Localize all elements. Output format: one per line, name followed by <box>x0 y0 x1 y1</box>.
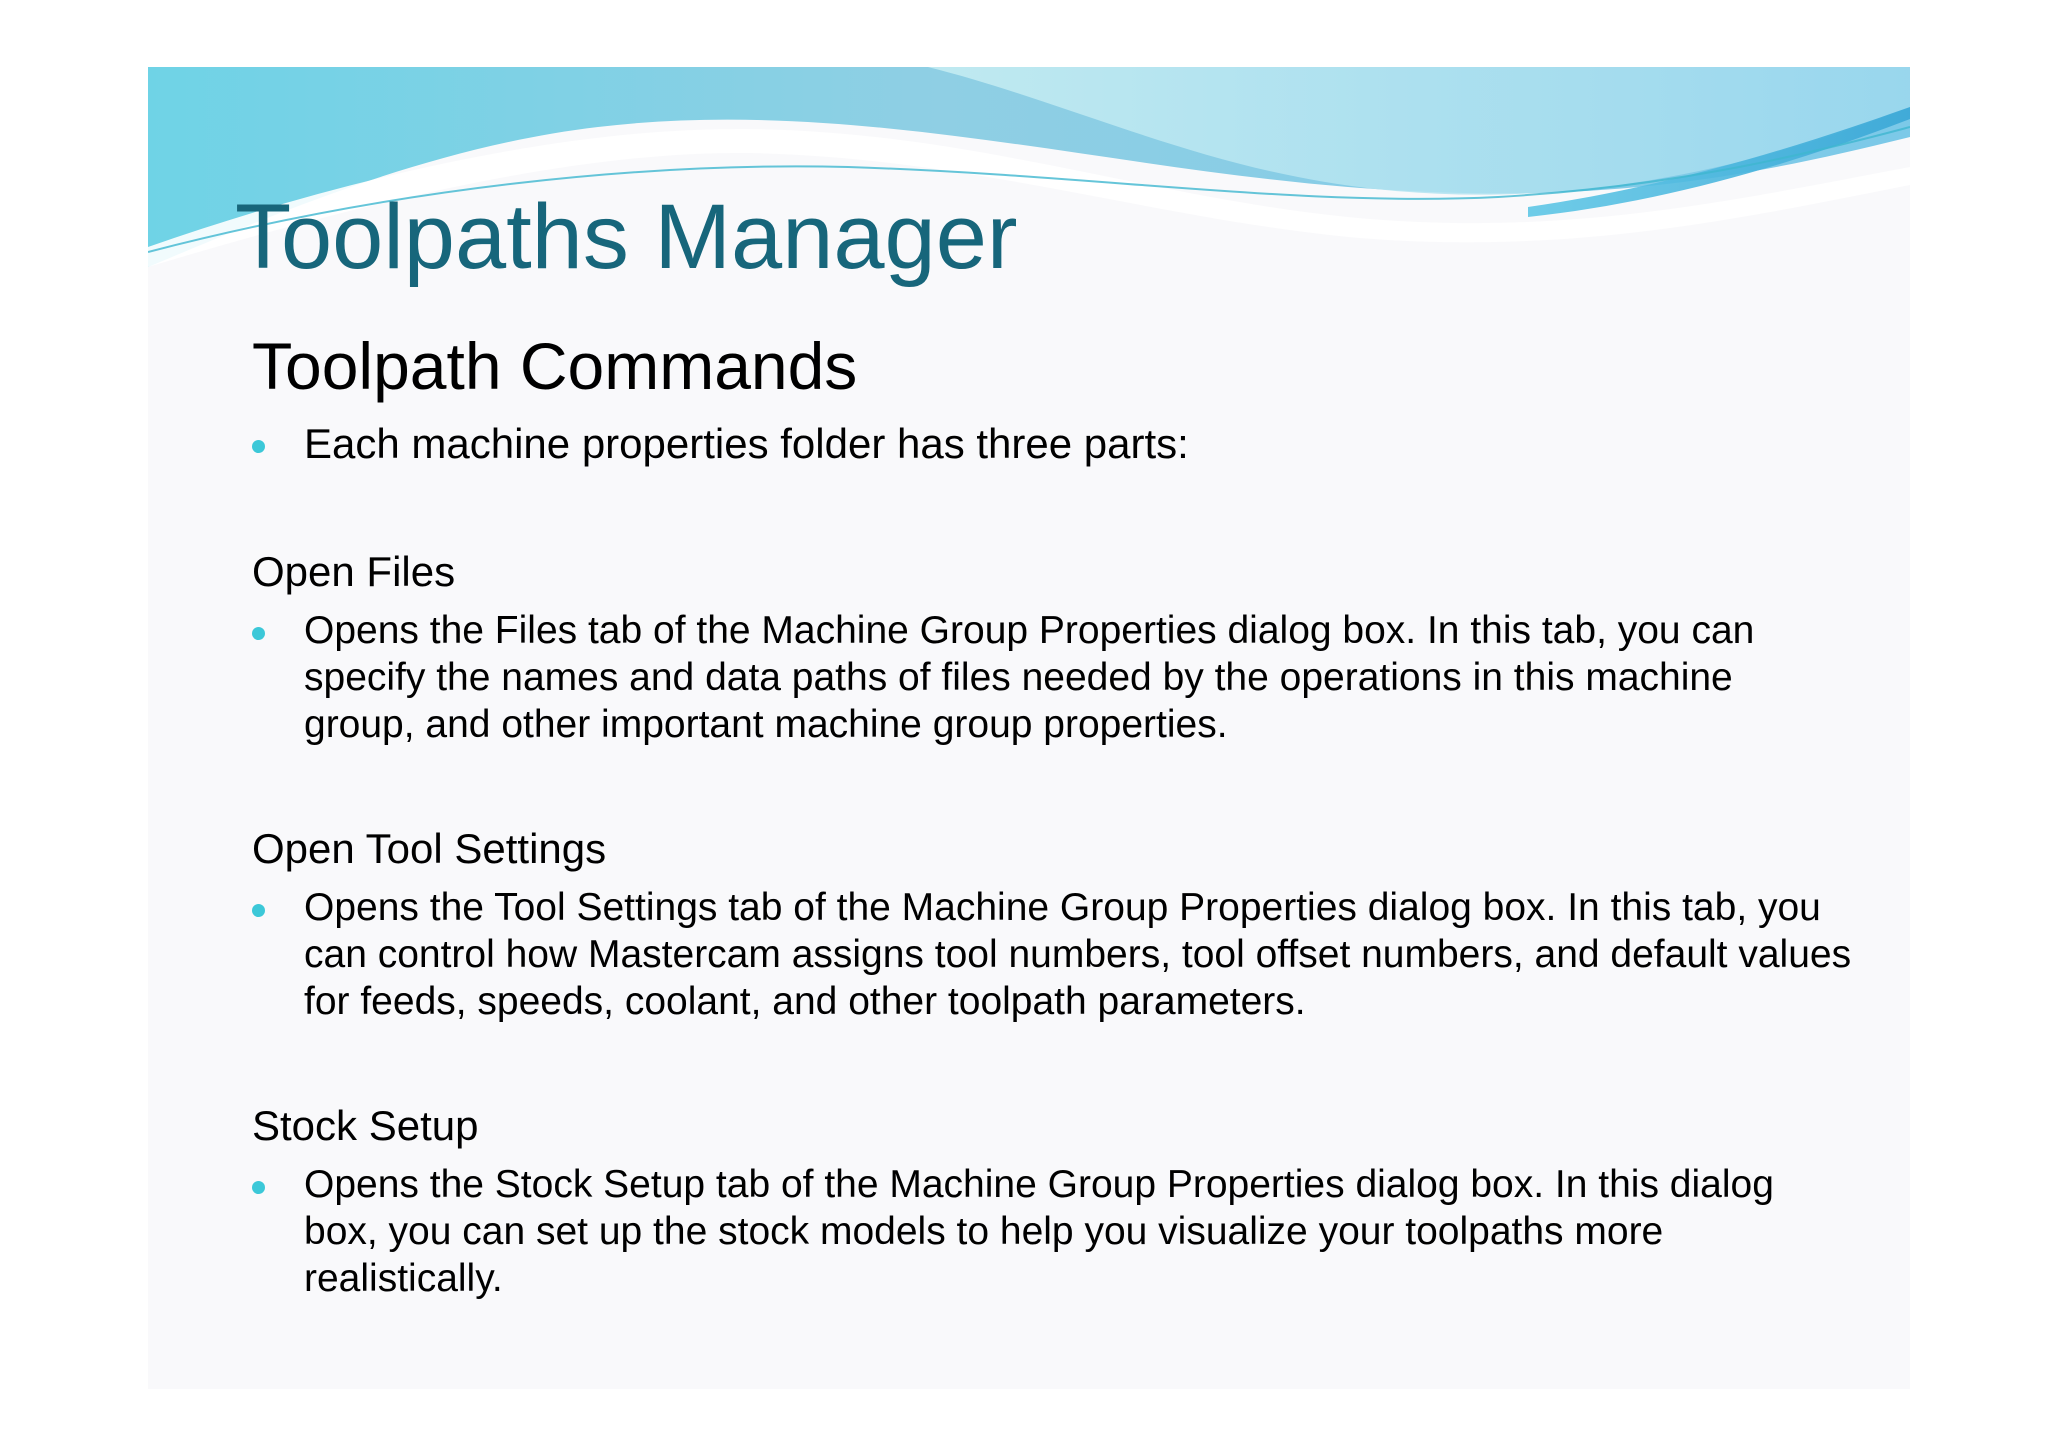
section-bullet-open-tool-settings <box>252 884 1852 1025</box>
bullet-dot-icon <box>252 904 265 917</box>
section-bullet-open-files <box>252 607 1852 748</box>
section-text-open-tool-settings: Opens the Tool Settings tab of the Machine Group Properties dialog box. In this tab, you can control how Mastercam assigns tool numbers, tool offset numbers, and default values for feeds, speeds, coolant, and other toolpath parameters. <box>304 886 1852 1023</box>
section-heading-open-files: Open Files <box>252 548 456 595</box>
slide-title: Toolpaths Manager <box>235 186 1018 288</box>
bullet-dot-icon <box>252 1181 265 1194</box>
bullet-dot-icon <box>252 440 265 453</box>
bullet-dot-icon <box>252 627 265 640</box>
section-text-stock-setup: Opens the Stock Setup tab of the Machine Group Properties dialog box. In this dialog box, you can set up the stock models to help you visualize your toolpaths more realistically. <box>304 1163 1774 1300</box>
section-text-open-files: Opens the Files tab of the Machine Group Properties dialog box. In this tab, you can specify the names and data paths of files needed by the operations in this machine group, and other important machine group properties. <box>304 609 1755 746</box>
section-bullet-stock-setup <box>252 1161 1852 1302</box>
intro-text: Each machine properties folder has three parts: <box>304 420 1189 467</box>
section-heading-stock-setup: Stock Setup <box>252 1102 479 1149</box>
slide-subtitle: Toolpath Commands <box>252 329 858 403</box>
slide <box>148 67 1910 1389</box>
section-heading-open-tool-settings: Open Tool Settings <box>252 825 607 872</box>
intro-bullet <box>252 419 1852 469</box>
